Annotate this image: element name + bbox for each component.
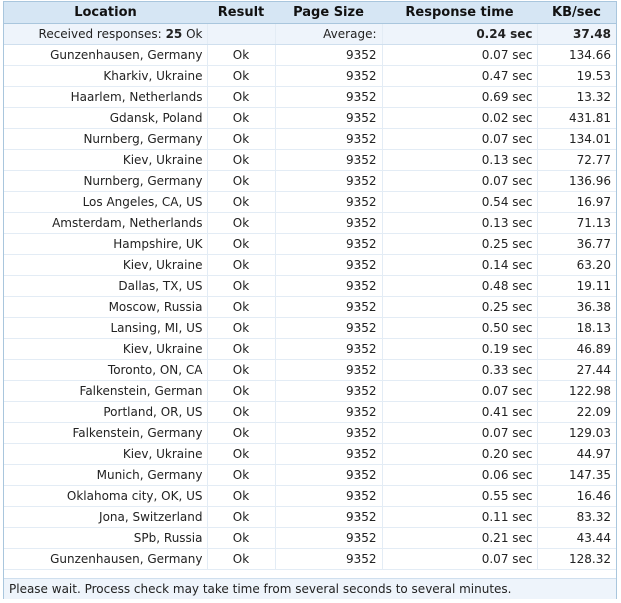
page-size-cell: 9352 <box>275 108 382 129</box>
result-cell: Ok <box>207 255 275 276</box>
page-size-cell: 9352 <box>275 192 382 213</box>
page-size-cell: 9352 <box>275 507 382 528</box>
result-cell: Ok <box>207 66 275 87</box>
response-time-cell: 0.55 sec <box>382 486 537 507</box>
result-cell: Ok <box>207 444 275 465</box>
table-header <box>4 2 616 24</box>
results-table <box>4 2 616 570</box>
page-size-cell: 9352 <box>275 87 382 108</box>
kb-sec-cell: 13.32 <box>537 87 616 108</box>
result-cell: Ok <box>207 318 275 339</box>
average-kb: 37.48 <box>537 24 616 45</box>
table-row <box>4 528 616 549</box>
kb-sec-cell: 134.01 <box>537 129 616 150</box>
response-time-cell: 0.69 sec <box>382 87 537 108</box>
location-cell: Gdansk, Poland <box>4 108 207 129</box>
response-time-cell: 0.20 sec <box>382 444 537 465</box>
result-cell: Ok <box>207 339 275 360</box>
response-time-cell: 0.11 sec <box>382 507 537 528</box>
table-row <box>4 192 616 213</box>
response-time-cell: 0.50 sec <box>382 318 537 339</box>
column-header-page-size: Page Size <box>275 2 382 24</box>
location-cell: Nurnberg, Germany <box>4 171 207 192</box>
result-cell: Ok <box>207 465 275 486</box>
page-size-cell: 9352 <box>275 465 382 486</box>
result-cell: Ok <box>207 129 275 150</box>
table-row <box>4 318 616 339</box>
page-size-cell: 9352 <box>275 297 382 318</box>
location-cell: Falkenstein, German <box>4 381 207 402</box>
response-time-cell: 0.13 sec <box>382 213 537 234</box>
location-cell: Amsterdam, Netherlands <box>4 213 207 234</box>
kb-sec-cell: 16.97 <box>537 192 616 213</box>
table-row <box>4 87 616 108</box>
table-row <box>4 339 616 360</box>
kb-sec-cell: 19.53 <box>537 66 616 87</box>
kb-sec-cell: 83.32 <box>537 507 616 528</box>
result-cell: Ok <box>207 87 275 108</box>
kb-sec-cell: 136.96 <box>537 171 616 192</box>
response-time-cell: 0.41 sec <box>382 402 537 423</box>
result-cell: Ok <box>207 150 275 171</box>
kb-sec-cell: 431.81 <box>537 108 616 129</box>
result-cell: Ok <box>207 507 275 528</box>
table-row <box>4 66 616 87</box>
received-status: Ok <box>186 27 203 41</box>
location-cell: Munich, Germany <box>4 465 207 486</box>
table-row <box>4 234 616 255</box>
location-cell: Dallas, TX, US <box>4 276 207 297</box>
kb-sec-cell: 19.11 <box>537 276 616 297</box>
average-time: 0.24 sec <box>382 24 537 45</box>
location-cell: Nurnberg, Germany <box>4 129 207 150</box>
result-cell: Ok <box>207 276 275 297</box>
result-cell: Ok <box>207 423 275 444</box>
kb-sec-cell: 43.44 <box>537 528 616 549</box>
received-label: Received responses: <box>38 27 162 41</box>
location-cell: Jona, Switzerland <box>4 507 207 528</box>
location-cell: Toronto, ON, CA <box>4 360 207 381</box>
received-responses-cell <box>4 24 207 45</box>
result-cell: Ok <box>207 360 275 381</box>
status-message: Please wait. Process check may take time from several seconds to several minutes. <box>4 578 616 599</box>
received-count: 25 <box>165 27 183 41</box>
result-cell: Ok <box>207 45 275 66</box>
location-cell: Kiev, Ukraine <box>4 255 207 276</box>
kb-sec-cell: 46.89 <box>537 339 616 360</box>
response-time-cell: 0.25 sec <box>382 234 537 255</box>
page-size-cell: 9352 <box>275 171 382 192</box>
page-size-cell: 9352 <box>275 528 382 549</box>
kb-sec-cell: 72.77 <box>537 150 616 171</box>
table-row <box>4 129 616 150</box>
result-cell: Ok <box>207 381 275 402</box>
response-time-cell: 0.54 sec <box>382 192 537 213</box>
response-time-cell: 0.47 sec <box>382 66 537 87</box>
table-row <box>4 549 616 570</box>
table-body <box>4 24 616 570</box>
location-cell: Gunzenhausen, Germany <box>4 45 207 66</box>
location-cell: SPb, Russia <box>4 528 207 549</box>
result-cell: Ok <box>207 213 275 234</box>
page-size-cell: 9352 <box>275 423 382 444</box>
response-time-cell: 0.07 sec <box>382 423 537 444</box>
table-row <box>4 402 616 423</box>
result-cell: Ok <box>207 297 275 318</box>
column-header-location: Location <box>4 2 207 24</box>
response-time-cell: 0.07 sec <box>382 549 537 570</box>
table-row <box>4 171 616 192</box>
response-time-cell: 0.02 sec <box>382 108 537 129</box>
kb-sec-cell: 134.66 <box>537 45 616 66</box>
result-cell: Ok <box>207 486 275 507</box>
page-size-cell: 9352 <box>275 360 382 381</box>
page-size-cell: 9352 <box>275 486 382 507</box>
table-row <box>4 108 616 129</box>
kb-sec-cell: 63.20 <box>537 255 616 276</box>
result-cell: Ok <box>207 549 275 570</box>
response-time-cell: 0.21 sec <box>382 528 537 549</box>
page-size-cell: 9352 <box>275 339 382 360</box>
page-size-cell: 9352 <box>275 549 382 570</box>
location-cell: Kiev, Ukraine <box>4 444 207 465</box>
response-time-cell: 0.07 sec <box>382 171 537 192</box>
location-cell: Kharkiv, Ukraine <box>4 66 207 87</box>
location-cell: Portland, OR, US <box>4 402 207 423</box>
table-row <box>4 213 616 234</box>
response-time-cell: 0.07 sec <box>382 129 537 150</box>
response-time-cell: 0.48 sec <box>382 276 537 297</box>
response-time-cell: 0.33 sec <box>382 360 537 381</box>
kb-sec-cell: 18.13 <box>537 318 616 339</box>
location-cell: Falkenstein, Germany <box>4 423 207 444</box>
page-size-cell: 9352 <box>275 444 382 465</box>
location-cell: Oklahoma city, OK, US <box>4 486 207 507</box>
page-size-cell: 9352 <box>275 129 382 150</box>
response-time-cell: 0.06 sec <box>382 465 537 486</box>
kb-sec-cell: 27.44 <box>537 360 616 381</box>
page-size-cell: 9352 <box>275 234 382 255</box>
response-time-cell: 0.07 sec <box>382 45 537 66</box>
kb-sec-cell: 147.35 <box>537 465 616 486</box>
table-row <box>4 444 616 465</box>
location-cell: Hampshire, UK <box>4 234 207 255</box>
response-time-cell: 0.14 sec <box>382 255 537 276</box>
page-size-cell: 9352 <box>275 66 382 87</box>
table-row <box>4 423 616 444</box>
location-cell: Lansing, MI, US <box>4 318 207 339</box>
result-cell: Ok <box>207 402 275 423</box>
kb-sec-cell: 122.98 <box>537 381 616 402</box>
table-row <box>4 150 616 171</box>
response-time-cell: 0.07 sec <box>382 381 537 402</box>
result-cell: Ok <box>207 192 275 213</box>
column-header-response-time: Response time <box>382 2 537 24</box>
table-row <box>4 255 616 276</box>
table-row <box>4 360 616 381</box>
table-row <box>4 507 616 528</box>
kb-sec-cell: 129.03 <box>537 423 616 444</box>
column-header-kb-sec: KB/sec <box>537 2 616 24</box>
result-cell: Ok <box>207 528 275 549</box>
table-row <box>4 297 616 318</box>
result-cell: Ok <box>207 171 275 192</box>
table-row <box>4 381 616 402</box>
result-cell: Ok <box>207 108 275 129</box>
page-size-cell: 9352 <box>275 255 382 276</box>
kb-sec-cell: 16.46 <box>537 486 616 507</box>
table-row <box>4 45 616 66</box>
location-cell: Kiev, Ukraine <box>4 150 207 171</box>
response-time-cell: 0.13 sec <box>382 150 537 171</box>
kb-sec-cell: 36.77 <box>537 234 616 255</box>
kb-sec-cell: 128.32 <box>537 549 616 570</box>
page-size-cell: 9352 <box>275 381 382 402</box>
page-size-cell: 9352 <box>275 150 382 171</box>
page-size-cell: 9352 <box>275 45 382 66</box>
response-time-cell: 0.19 sec <box>382 339 537 360</box>
kb-sec-cell: 44.97 <box>537 444 616 465</box>
kb-sec-cell: 71.13 <box>537 213 616 234</box>
location-cell: Haarlem, Netherlands <box>4 87 207 108</box>
kb-sec-cell: 36.38 <box>537 297 616 318</box>
location-cell: Los Angeles, CA, US <box>4 192 207 213</box>
table-row <box>4 465 616 486</box>
table-row <box>4 276 616 297</box>
table-row <box>4 486 616 507</box>
kb-sec-cell: 22.09 <box>537 402 616 423</box>
page-size-cell: 9352 <box>275 318 382 339</box>
response-time-cell: 0.25 sec <box>382 297 537 318</box>
location-cell: Gunzenhausen, Germany <box>4 549 207 570</box>
results-panel <box>3 1 617 599</box>
location-cell: Kiev, Ukraine <box>4 339 207 360</box>
result-cell: Ok <box>207 234 275 255</box>
summary-empty-cell <box>207 24 275 45</box>
location-cell: Moscow, Russia <box>4 297 207 318</box>
summary-row <box>4 24 616 45</box>
page-size-cell: 9352 <box>275 402 382 423</box>
page-size-cell: 9352 <box>275 213 382 234</box>
column-header-result: Result <box>207 2 275 24</box>
page-size-cell: 9352 <box>275 276 382 297</box>
average-label: Average: <box>275 24 382 45</box>
